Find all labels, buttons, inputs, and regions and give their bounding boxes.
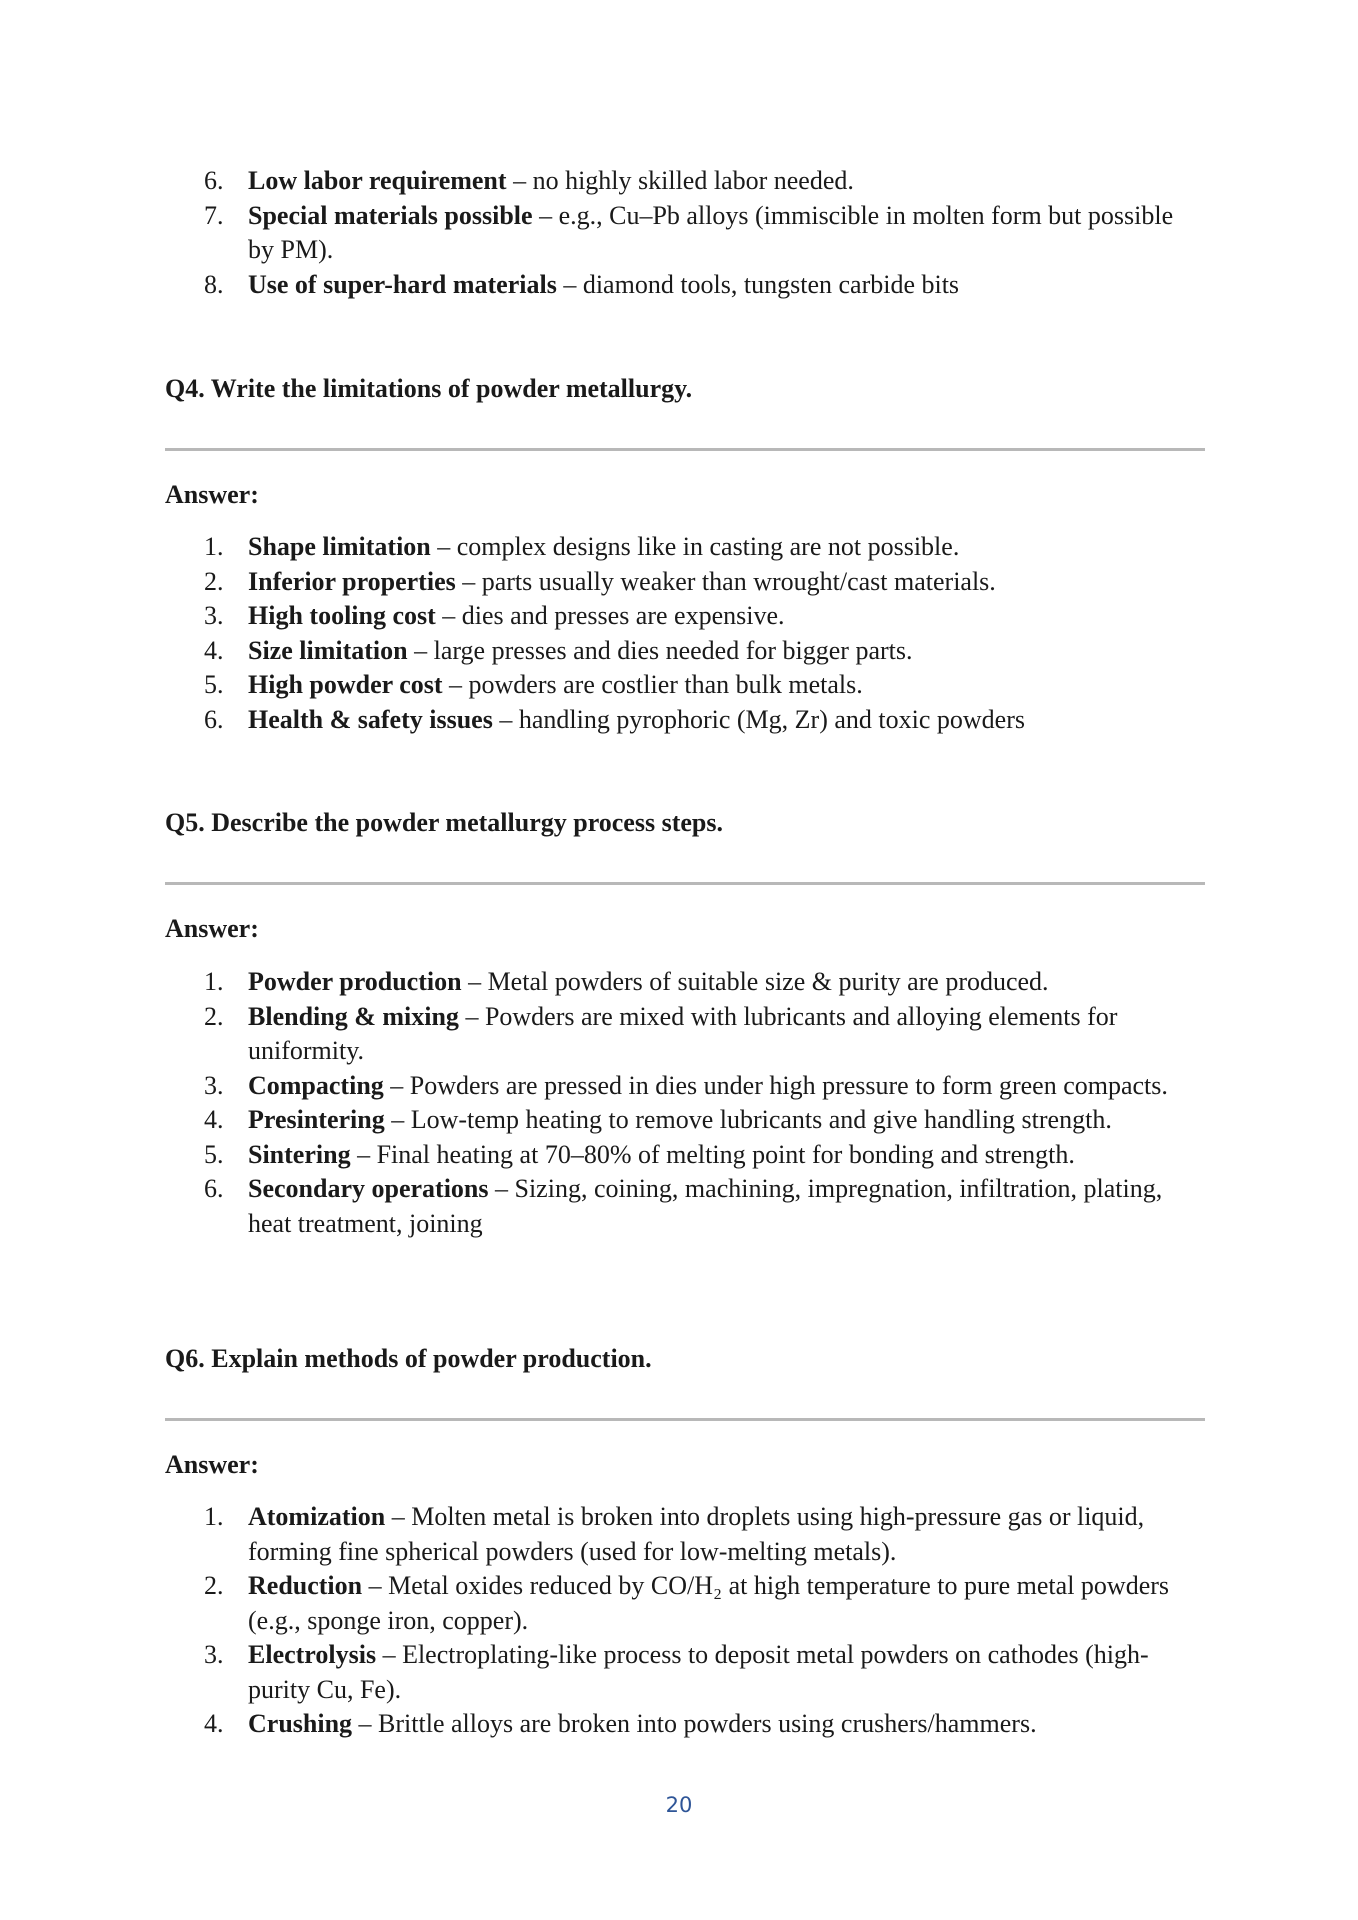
list-term: Presintering <box>248 1105 385 1134</box>
list-term: Secondary operations <box>248 1174 489 1203</box>
list-description: – Low-temp heating to remove lubricants and give handling strength. <box>384 1105 1112 1134</box>
continued-list <box>165 164 1205 302</box>
list-description: – Powders are pressed in dies under high pressure to form green compacts. <box>383 1070 1168 1100</box>
list-term: Special materials possible <box>248 200 533 230</box>
question-heading: Q4. Write the limitations of powder metallurgy. <box>165 374 693 403</box>
list-term: Crushing <box>248 1709 353 1738</box>
list-description: – Brittle alloys are broken into powders using crushers/hammers. <box>352 1709 1037 1738</box>
list-number: 2. <box>204 566 224 596</box>
section-divider <box>165 448 1205 451</box>
list-term: High tooling cost <box>248 601 436 630</box>
answer-list <box>165 1500 1205 1742</box>
list-item <box>165 634 1205 669</box>
list-item <box>165 1707 1205 1742</box>
list-description: – Molten metal is broken into droplets using high-pressure gas or liquid, forming fine spherical powders (used for low-melting metals). <box>248 1502 1145 1566</box>
list-description: – Sizing, coining, machining, impregnation, infiltration, plating, heat treatment, joining <box>248 1174 1163 1238</box>
list-item <box>165 1069 1205 1104</box>
list-number: 1. <box>204 967 224 996</box>
list-item <box>165 599 1205 634</box>
list-description: – powders are costlier than bulk metals. <box>442 670 863 699</box>
list-number: 3. <box>204 601 224 630</box>
page-number: 20 <box>665 1793 693 1817</box>
list-number: 2. <box>204 1001 224 1031</box>
list-number: 4. <box>204 635 224 665</box>
list-description: – Final heating at 70–80% of melting point for bonding and strength. <box>350 1139 1075 1169</box>
list-term: Use of super-hard materials <box>248 269 557 299</box>
list-number: 4. <box>204 1105 224 1134</box>
list-description: – handling pyrophoric (Mg, Zr) and toxic powders <box>492 704 1025 734</box>
list-number: 8. <box>204 269 224 299</box>
list-description: – complex designs like in casting are not possible. <box>430 532 960 561</box>
list-description: – Metal oxides reduced by CO/H₂ at high temperature to pure metal powders (e.g., sponge iron, copper). <box>248 1571 1170 1635</box>
list-item <box>165 268 1205 303</box>
list-item <box>165 530 1205 565</box>
list-term: Low labor requirement <box>248 166 507 195</box>
list-term: Size limitation <box>248 635 408 665</box>
list-item <box>165 703 1205 738</box>
list-description: – parts usually weaker than wrought/cast materials. <box>455 566 996 596</box>
list-number: 1. <box>204 532 224 561</box>
list-description: – Electroplating-like process to deposit metal powders on cathodes (high-purity Cu, Fe). <box>248 1640 1149 1704</box>
list-term: Powder production <box>248 967 462 996</box>
list-description: – Powders are mixed with lubricants and alloying elements for uniformity. <box>248 1001 1118 1065</box>
list-term: Electrolysis <box>248 1640 377 1669</box>
list-number: 6. <box>204 704 224 734</box>
list-item <box>165 1172 1205 1241</box>
list-item <box>165 1138 1205 1173</box>
list-number: 1. <box>204 1502 224 1531</box>
answer-list <box>165 530 1205 737</box>
list-term: Inferior properties <box>248 566 456 596</box>
list-term: Blending & mixing <box>248 1001 459 1031</box>
list-description: – no highly skilled labor needed. <box>506 166 854 195</box>
list-number: 6. <box>204 166 224 195</box>
list-term: Reduction <box>248 1571 363 1600</box>
list-number: 6. <box>204 1174 224 1203</box>
section-divider <box>165 882 1205 885</box>
list-item <box>165 1000 1205 1069</box>
answer-list <box>165 965 1205 1241</box>
list-description: – large presses and dies needed for bigger parts. <box>407 635 913 665</box>
list-term: High powder cost <box>248 670 443 699</box>
question-heading: Q5. Describe the powder metallurgy process steps. <box>165 808 723 837</box>
list-description: – e.g., Cu–Pb alloys (immiscible in molten form but possible by PM). <box>248 200 1174 264</box>
answer-label: Answer: <box>165 1450 259 1479</box>
list-term: Health & safety issues <box>248 704 493 734</box>
question-heading: Q6. Explain methods of powder production. <box>165 1344 652 1373</box>
list-description: – diamond tools, tungsten carbide bits <box>556 269 960 299</box>
list-item <box>165 164 1205 199</box>
list-item <box>165 668 1205 703</box>
list-number: 5. <box>204 670 224 699</box>
list-term: Compacting <box>248 1070 384 1100</box>
list-description: – Metal powders of suitable size & purity are produced. <box>461 967 1049 996</box>
answer-label: Answer: <box>165 480 259 509</box>
list-item <box>165 1500 1205 1569</box>
list-item <box>165 1103 1205 1138</box>
list-term: Sintering <box>248 1139 351 1169</box>
section-divider <box>165 1418 1205 1421</box>
list-number: 5. <box>204 1139 224 1169</box>
list-item <box>165 965 1205 1000</box>
list-item <box>165 1569 1205 1638</box>
list-number: 3. <box>204 1640 224 1669</box>
list-term: Atomization <box>248 1502 386 1531</box>
list-number: 4. <box>204 1709 224 1738</box>
list-item <box>165 1638 1205 1707</box>
list-item <box>165 565 1205 600</box>
list-number: 3. <box>204 1070 224 1100</box>
list-item <box>165 199 1205 268</box>
list-description: – dies and presses are expensive. <box>435 601 785 630</box>
answer-label: Answer: <box>165 914 259 943</box>
list-term: Shape limitation <box>248 532 431 561</box>
list-number: 2. <box>204 1571 224 1600</box>
list-number: 7. <box>204 200 224 230</box>
